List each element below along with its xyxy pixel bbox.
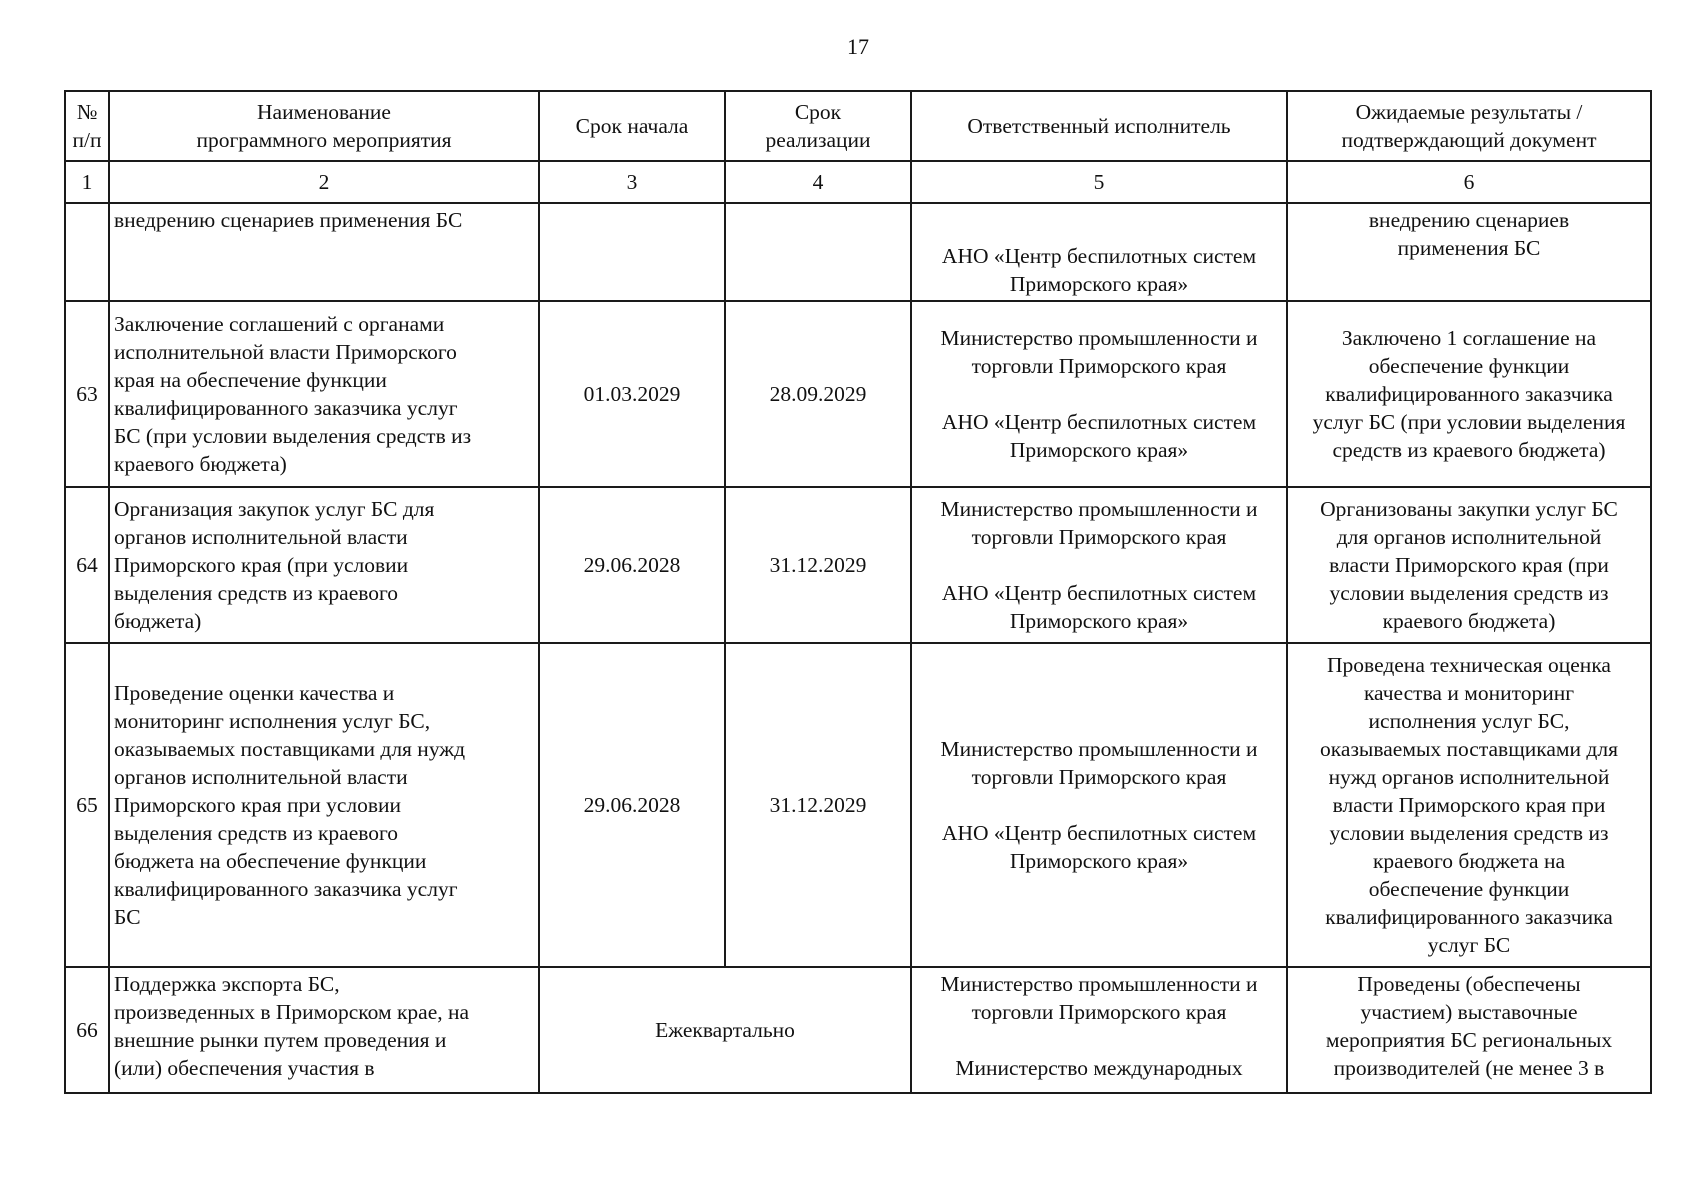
column-index: 2 [109,161,539,203]
executor-spacer [916,380,1282,408]
row-number: 64 [65,487,109,643]
header-start-date: Срок начала [539,91,725,161]
header-activity-name: Наименование программного мероприятия [109,91,539,161]
column-index: 6 [1287,161,1651,203]
row-number: 63 [65,301,109,487]
header-expected-results: Ожидаемые результаты / подтверждающий документ [1287,91,1651,161]
executor-primary: Министерство промышленности и торговли Приморского края [940,972,1258,1024]
expected-result: Проведена техническая оценка качества и мониторинг исполнения услуг БС, оказываемых поставщиками для нужд органов исполнительной власти Приморского края при условии выделения средств из краевого бюджета на обеспечение функции квалифицированного заказчика услуг БС [1287,643,1651,967]
column-index: 4 [725,161,911,203]
period-cell: Ежеквартально [539,967,911,1093]
header-number: № п/п [65,91,109,161]
executor-primary: Министерство промышленности и торговли Приморского края [940,737,1258,789]
executor-secondary: АНО «Центр беспилотных систем Приморского края» [941,581,1257,633]
expected-result: Заключено 1 соглашение на обеспечение функции квалифицированного заказчика услуг БС (при условии выделения средств из краевого бюджета) [1287,301,1651,487]
table-row [65,301,1651,487]
row-number: 66 [65,967,109,1093]
column-index-row [65,161,1651,203]
page-number: 17 [847,34,869,59]
table-header-row [65,91,1651,161]
end-date: 31.12.2029 [725,487,911,643]
executor-secondary: АНО «Центр беспилотных систем Приморского края» [941,244,1257,296]
column-index: 5 [911,161,1287,203]
end-date: 28.09.2029 [725,301,911,487]
executor-secondary: АНО «Центр беспилотных систем Приморского края» [941,821,1257,873]
program-activities-table [64,90,1652,1094]
start-date: 01.03.2029 [539,301,725,487]
executor-primary: Министерство промышленности и торговли Приморского края [940,326,1258,378]
table-row [65,487,1651,643]
executor-cell [911,203,1287,301]
executor-cell [911,487,1287,643]
activity-name: Проведение оценки качества и мониторинг исполнения услуг БС, оказываемых поставщиками для нужд органов исполнительной власти Приморского края при условии выделения средств из краевого бюджета на обеспечение функции квалифицированного заказчика услуг БС [109,643,539,967]
executor-spacer [916,551,1282,579]
header-end-date: Срок реализации [725,91,911,161]
table-row [65,967,1651,1093]
start-date [539,203,725,301]
end-date: 31.12.2029 [725,643,911,967]
start-date: 29.06.2028 [539,643,725,967]
executor-primary: Министерство промышленности и торговли Приморского края [940,497,1258,549]
executor-secondary: АНО «Центр беспилотных систем Приморского края» [941,410,1257,462]
executor-cell [911,967,1287,1093]
expected-result: внедрению сценариев применения БС [1287,203,1651,301]
activity-name: Организация закупок услуг БС для органов исполнительной власти Приморского края (при условии выделения средств из краевого бюджета) [109,487,539,643]
activity-name: внедрению сценариев применения БС [109,203,539,301]
executor-cell [911,643,1287,967]
table-row [65,203,1651,301]
activity-name: Поддержка экспорта БС, произведенных в Приморском крае, на внешние рынки путем проведения и (или) обеспечения участия в [109,967,539,1093]
activity-name: Заключение соглашений с органами исполнительной власти Приморского края на обеспечение функции квалифицированного заказчика услуг БС (при условии выделения средств из краевого бюджета) [109,301,539,487]
executor-spacer [916,1026,1282,1054]
end-date [725,203,911,301]
executor-spacer [916,791,1282,819]
executor-secondary: Министерство международных [955,1056,1243,1080]
start-date: 29.06.2028 [539,487,725,643]
expected-result: Организованы закупки услуг БС для органов исполнительной власти Приморского края (при условии выделения средств из краевого бюджета) [1287,487,1651,643]
row-number [65,203,109,301]
column-index: 3 [539,161,725,203]
row-number: 65 [65,643,109,967]
expected-result: Проведены (обеспечены участием) выставочные мероприятия БС региональных производителей (не менее 3 в [1287,967,1651,1093]
header-executor: Ответственный исполнитель [911,91,1287,161]
executor-cell [911,301,1287,487]
table-row [65,643,1651,967]
column-index: 1 [65,161,109,203]
